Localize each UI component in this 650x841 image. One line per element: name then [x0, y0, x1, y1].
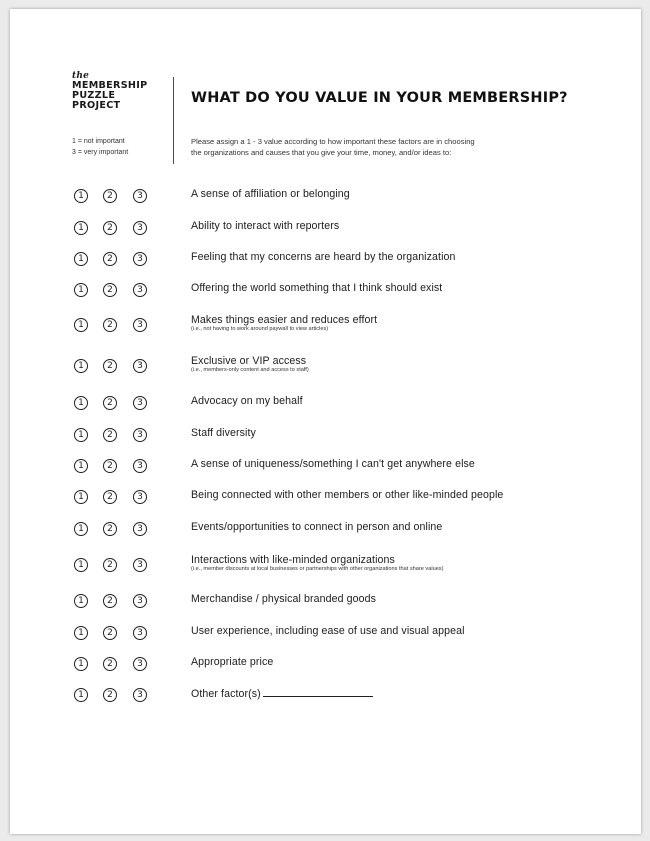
rating-option-3[interactable]: 3	[133, 189, 147, 203]
rating-option-3[interactable]: 3	[133, 594, 147, 608]
document-page	[10, 9, 641, 834]
rating-option-3[interactable]: 3	[133, 396, 147, 410]
logo-line-3: PROJECT	[72, 99, 121, 111]
factor-text	[191, 354, 309, 374]
rating-option-2[interactable]: 2	[103, 428, 117, 442]
factor-text	[191, 394, 303, 408]
factor-label: Ability to interact with reporters	[191, 220, 340, 232]
rating-option-3[interactable]: 3	[133, 252, 147, 266]
factor-text	[191, 488, 503, 502]
factor-note: (i.e., members-only content and access to staff)	[191, 367, 309, 373]
rating-option-1[interactable]: 1	[74, 626, 88, 640]
rating-option-1[interactable]: 1	[74, 558, 88, 572]
rating-option-2[interactable]: 2	[103, 490, 117, 504]
rating-option-2[interactable]: 2	[103, 626, 117, 640]
factor-label: A sense of affiliation or belonging	[191, 188, 350, 200]
rating-legend	[72, 136, 128, 158]
factor-label: Feeling that my concerns are heard by the organization	[191, 251, 456, 263]
factor-label: Exclusive or VIP access	[191, 355, 307, 367]
logo-line-1: MEMBERSHIP	[72, 80, 148, 91]
rating-option-1[interactable]: 1	[74, 396, 88, 410]
page-title: WHAT DO YOU VALUE IN YOUR MEMBERSHIP?	[191, 90, 568, 106]
factor-text	[191, 457, 475, 471]
rating-option-2[interactable]: 2	[103, 318, 117, 332]
factor-label: Staff diversity	[191, 427, 256, 439]
factor-label: A sense of uniqueness/something I can't get anywhere else	[191, 458, 475, 470]
rating-option-3[interactable]: 3	[133, 459, 147, 473]
rating-option-2[interactable]: 2	[103, 283, 117, 297]
legend-low: 1 = not important	[72, 138, 125, 145]
rating-option-2[interactable]: 2	[103, 522, 117, 536]
rating-option-1[interactable]: 1	[74, 594, 88, 608]
factor-text	[191, 655, 273, 669]
factor-note: (i.e., not having to work around paywall to view articles)	[191, 326, 329, 332]
rating-option-3[interactable]: 3	[133, 558, 147, 572]
rating-option-2[interactable]: 2	[103, 359, 117, 373]
rating-option-2[interactable]: 2	[103, 459, 117, 473]
logo-the: the	[72, 71, 90, 81]
rating-option-3[interactable]: 3	[133, 657, 147, 671]
factor-text	[191, 426, 256, 440]
factor-label: Events/opportunities to connect in person and online	[191, 521, 443, 533]
factor-text	[191, 313, 377, 333]
rating-option-1[interactable]: 1	[74, 428, 88, 442]
legend-high: 3 = very important	[72, 149, 129, 156]
rating-option-3[interactable]: 3	[133, 522, 147, 536]
rating-option-3[interactable]: 3	[133, 626, 147, 640]
factor-label: Appropriate price	[191, 656, 274, 668]
rating-option-2[interactable]: 2	[103, 688, 117, 702]
factor-text	[191, 686, 373, 701]
factor-text	[191, 281, 442, 295]
instructions	[191, 136, 591, 158]
factor-label: Being connected with other members or other like-minded people	[191, 489, 504, 501]
rating-option-2[interactable]: 2	[103, 594, 117, 608]
rating-option-1[interactable]: 1	[74, 189, 88, 203]
factor-text	[191, 520, 442, 534]
other-factor-blank[interactable]	[263, 686, 373, 697]
factor-label: Offering the world something that I think should exist	[191, 282, 443, 294]
factor-text	[191, 553, 443, 573]
rating-option-1[interactable]: 1	[74, 252, 88, 266]
rating-option-1[interactable]: 1	[74, 318, 88, 332]
factor-label: Interactions with like-minded organizations	[191, 554, 395, 566]
rating-option-2[interactable]: 2	[103, 657, 117, 671]
factor-note: (i.e., member discounts at local businesses or partnerships with other organizations that share values)	[191, 566, 444, 572]
rating-option-1[interactable]: 1	[74, 359, 88, 373]
rating-option-3[interactable]: 3	[133, 688, 147, 702]
rating-option-2[interactable]: 2	[103, 396, 117, 410]
rating-option-1[interactable]: 1	[74, 657, 88, 671]
factor-text	[191, 187, 350, 201]
rating-option-3[interactable]: 3	[133, 428, 147, 442]
factor-label: Makes things easier and reduces effort	[191, 314, 378, 326]
instructions-line-1: Please assign a 1 - 3 value according to how important these factors are in choosing	[191, 137, 475, 146]
rating-option-3[interactable]: 3	[133, 359, 147, 373]
logo-line-2: PUZZLE	[72, 89, 116, 101]
factor-text	[191, 250, 456, 264]
rating-option-1[interactable]: 1	[74, 522, 88, 536]
header-divider	[173, 77, 174, 164]
rating-option-1[interactable]: 1	[74, 688, 88, 702]
factor-label-with-blank	[191, 686, 373, 701]
rating-option-2[interactable]: 2	[103, 558, 117, 572]
rating-option-3[interactable]: 3	[133, 221, 147, 235]
rating-option-3[interactable]: 3	[133, 490, 147, 504]
membership-puzzle-project-logo	[72, 72, 172, 110]
rating-option-3[interactable]: 3	[133, 283, 147, 297]
factor-label: Other factor(s)	[191, 688, 261, 700]
instructions-line-2: the organizations and causes that you give your time, money, and/or ideas to:	[191, 148, 452, 157]
factor-text	[191, 219, 339, 233]
factor-label: Advocacy on my behalf	[191, 395, 303, 407]
factor-text	[191, 592, 376, 606]
rating-option-1[interactable]: 1	[74, 283, 88, 297]
rating-option-2[interactable]: 2	[103, 189, 117, 203]
rating-option-2[interactable]: 2	[103, 252, 117, 266]
rating-option-1[interactable]: 1	[74, 490, 88, 504]
rating-option-1[interactable]: 1	[74, 459, 88, 473]
rating-option-1[interactable]: 1	[74, 221, 88, 235]
factor-text	[191, 624, 465, 638]
rating-option-3[interactable]: 3	[133, 318, 147, 332]
factor-label: Merchandise / physical branded goods	[191, 593, 376, 605]
rating-option-2[interactable]: 2	[103, 221, 117, 235]
factor-label: User experience, including ease of use and visual appeal	[191, 625, 465, 637]
